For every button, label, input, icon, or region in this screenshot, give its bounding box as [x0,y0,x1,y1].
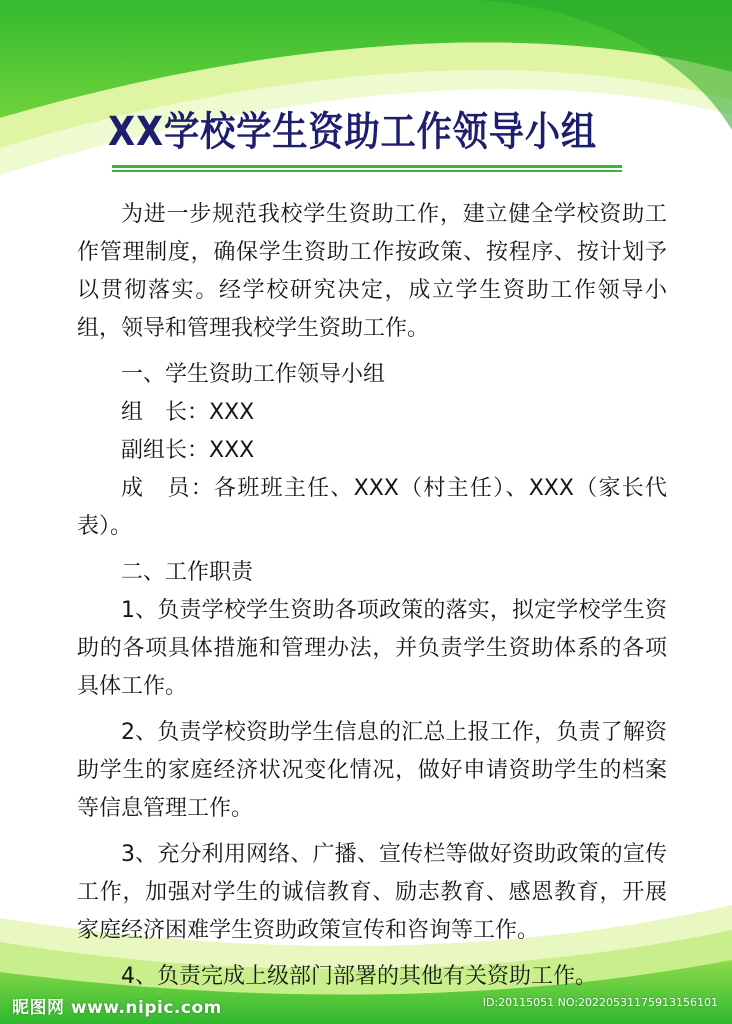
watermark-id: ID:20115051 NO:20220531175913156101 [482,996,718,1009]
intro-paragraph: 为进一步规范我校学生资助工作，建立健全学校资助工作管理制度，确保学生资助工作按政策、按程序、按计划予以贯彻落实。经学校研究决定，成立学生资助工作领导小组，领导和管理我校学生资助工作。 [77,202,667,341]
team-members: 成 员：各班班主任、XXX（村主任）、XXX（家长代表）。 [77,476,667,539]
document-body [77,196,667,996]
duty-item: 2、负责学校资助学生信息的汇总上报工作，负责了解资助学生的家庭经济状况变化情况，做好申请资助学生的档案等信息管理工作。 [77,720,667,821]
team-deputy: 副组长：XXX [121,438,255,463]
page-title: XX学校学生资助工作领导小组 [108,109,598,155]
section-heading-team: 一、学生资助工作领导小组 [121,362,386,387]
duty-item: 1、负责学校学生资助各项政策的落实，拟定学校学生资助的各项具体措施和管理办法，并负责学生资助体系的各项具体工作。 [77,598,667,699]
duty-item: 3、充分利用网络、广播、宣传栏等做好资助政策的宣传工作，加强对学生的诚信教育、励志教育、感恩教育，开展家庭经济困难学生资助政策宣传和咨询等工作。 [77,842,667,943]
section-heading-duties: 二、工作职责 [121,560,254,585]
duty-item: 4、负责完成上级部门部署的其他有关资助工作。 [121,964,597,989]
title-underline [112,165,622,168]
watermark-site: 昵图网 www.nipic.com [12,998,222,1018]
team-leader: 组 长：XXX [121,400,255,425]
title-underline-secondary [112,170,622,172]
